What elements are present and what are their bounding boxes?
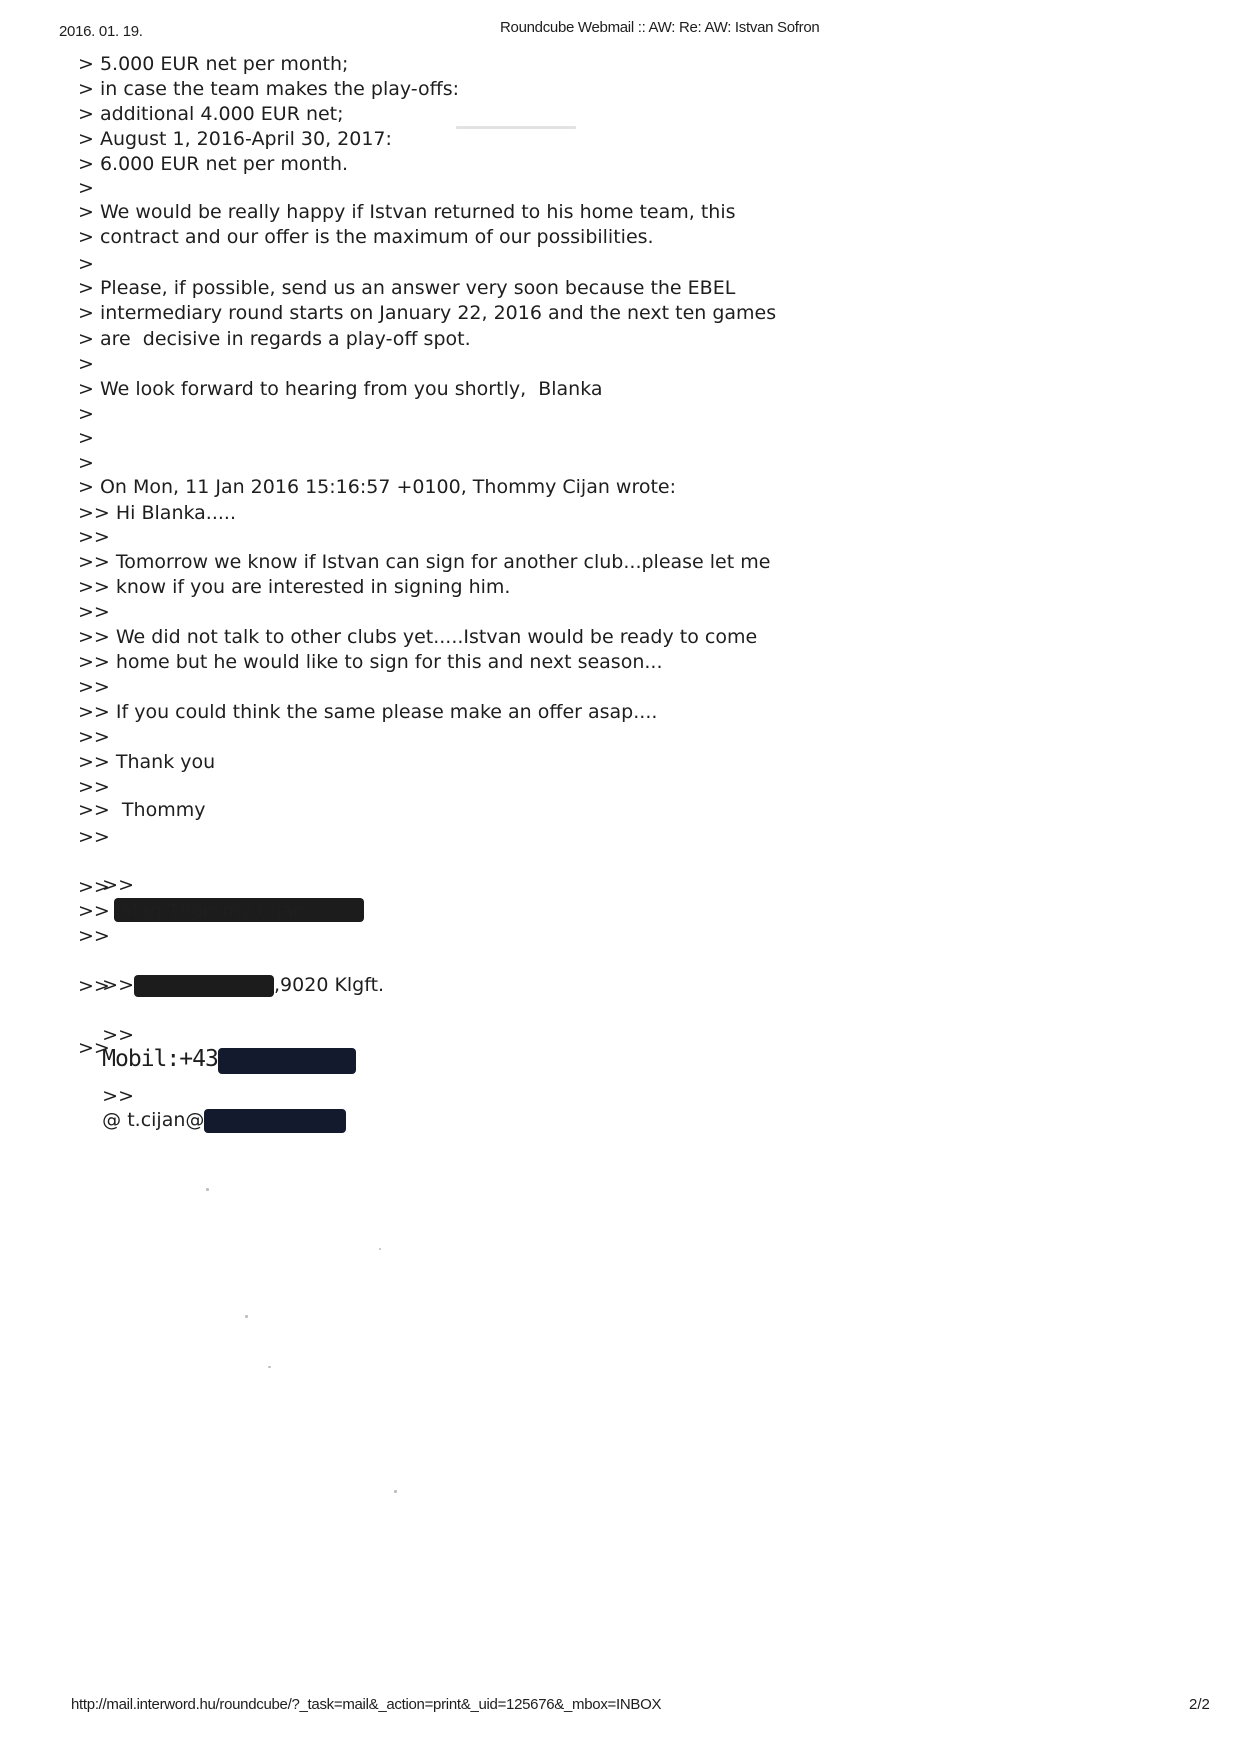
scan-speck (268, 1366, 271, 1368)
quoted-line: >> Mag.Thommy Cijan (78, 900, 306, 922)
quoted-line: > (78, 253, 94, 275)
quoted-line: >> (78, 975, 110, 997)
scan-speck (394, 1490, 397, 1493)
quoted-line: >> We did not talk to other clubs yet.....Istvan would be ready to come (78, 626, 758, 648)
quoted-line: > contract and our offer is the maximum of our possibilities. (78, 226, 654, 248)
quoted-line: > August 1, 2016-April 30, 2017: (78, 128, 392, 150)
quoted-line: >> (78, 876, 110, 898)
page-title: Roundcube Webmail :: AW: Re: AW: Istvan Sofron (500, 19, 820, 36)
mobile-label: Mobil:+43 (102, 1046, 218, 1072)
quoted-line: >> If you could think the same please make an offer asap.... (78, 701, 658, 723)
quoted-line: > intermediary round starts on January 22, 2016 and the next ten games (78, 302, 777, 324)
quoted-line: >> (78, 676, 110, 698)
redaction-block (204, 1109, 346, 1133)
quoted-line: >> (78, 1037, 110, 1059)
quoted-line: > Please, if possible, send us an answer very soon because the EBEL (78, 277, 736, 299)
quoted-line: > We would be really happy if Istvan returned to his home team, this (78, 201, 736, 223)
quoted-line: > 6.000 EUR net per month. (78, 153, 349, 175)
quoted-line: > in case the team makes the play-offs: (78, 78, 460, 100)
quoted-line: > (78, 353, 94, 375)
scan-speck (456, 126, 576, 129)
page-number: 2/2 (1189, 1696, 1210, 1713)
quoted-line: > 5.000 EUR net per month; (78, 53, 349, 75)
scan-speck (379, 1248, 381, 1250)
quoted-line: >> (78, 826, 110, 848)
quote-marker: >> (102, 1024, 135, 1046)
quoted-line: > (78, 452, 94, 474)
quoted-line: > (78, 403, 94, 425)
print-date: 2016. 01. 19. (59, 23, 143, 40)
quoted-line: >> (78, 726, 110, 748)
address-suffix: ,9020 Klgft. (274, 974, 385, 996)
quoted-line: >> Thank you (78, 751, 216, 773)
quoted-line: >> Hi Blanka..... (78, 502, 236, 524)
print-url: http://mail.interword.hu/roundcube/?_task=mail&_action=print&_uid=125676&_mbox=INBOX (71, 1696, 662, 1713)
scan-speck (245, 1315, 248, 1318)
quoted-line: >> home but he would like to sign for this and next season... (78, 651, 663, 673)
quoted-line: >> (78, 601, 110, 623)
quoted-line: > On Mon, 11 Jan 2016 15:16:57 +0100, Thommy Cijan wrote: (78, 476, 677, 498)
quoted-line: >> Tomorrow we know if Istvan can sign for another club...please let me (78, 551, 771, 573)
scan-speck (206, 1188, 209, 1191)
quoted-line: > additional 4.000 EUR net; (78, 103, 344, 125)
quoted-line: >> know if you are interested in signing him. (78, 576, 511, 598)
quoted-line: >> Thommy (78, 799, 206, 821)
email-address-line (78, 1060, 346, 1131)
mobile-line (78, 999, 356, 1072)
quoted-line: > (78, 427, 94, 449)
quote-marker: >> (102, 874, 135, 896)
email-prefix: @ t.cijan@ (102, 1109, 205, 1131)
address-line (78, 949, 385, 996)
quoted-line: > (78, 177, 94, 199)
quoted-line: > are decisive in regards a play-off spot. (78, 328, 471, 350)
quoted-line: >> (78, 925, 110, 947)
quote-marker: >> (102, 974, 135, 996)
redaction-block (134, 975, 274, 997)
redacted-line (78, 849, 364, 896)
quoted-line: > We look forward to hearing from you shortly, Blanka (78, 378, 603, 400)
quote-marker: >> (102, 1085, 135, 1107)
quoted-line: >> (78, 526, 110, 548)
quoted-line: >> (78, 776, 110, 798)
